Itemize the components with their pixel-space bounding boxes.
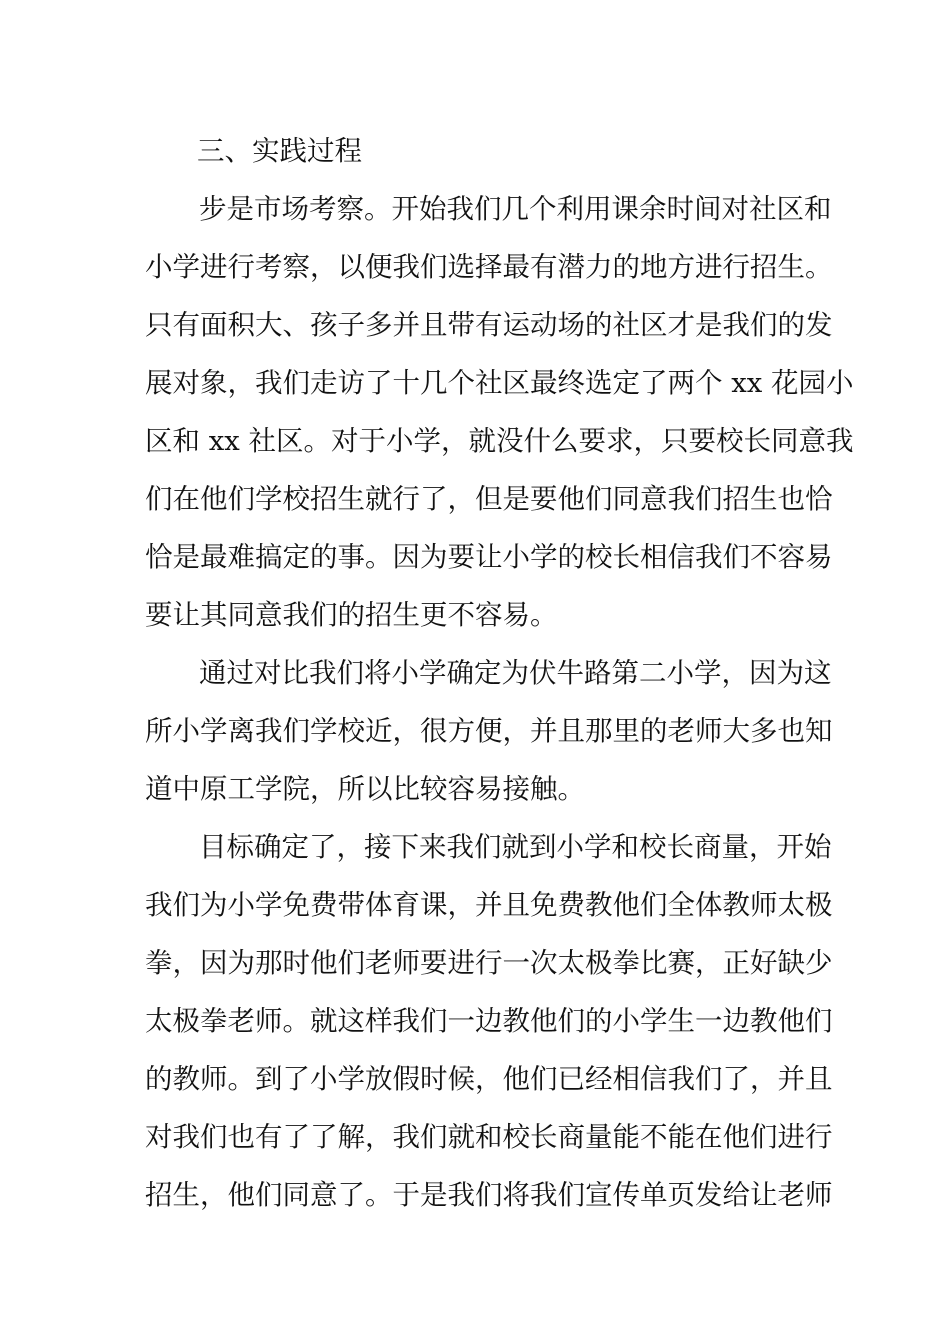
- section-heading: 三、实践过程: [197, 135, 362, 167]
- text-line: 目标确定了，接下来我们就到小学和校长商量，开始: [199, 831, 832, 863]
- text-line: 太极拳老师。就这样我们一边教他们的小学生一边教他们: [145, 1005, 833, 1037]
- text-line: 的教师。到了小学放假时候，他们已经相信我们了，并且: [145, 1063, 833, 1095]
- text-line: 展对象，我们走访了十几个社区最终选定了两个 xx 花园小: [145, 367, 854, 399]
- text-line: 通过对比我们将小学确定为伏牛路第二小学，因为这: [199, 657, 832, 689]
- text-line: 所小学离我们学校近，很方便，并且那里的老师大多也知: [145, 715, 833, 747]
- text-line: 恰是最难搞定的事。因为要让小学的校长相信我们不容易: [145, 541, 833, 573]
- text-line: 们在他们学校招生就行了，但是要他们同意我们招生也恰: [145, 483, 833, 515]
- text-line: 步是市场考察。开始我们几个利用课余时间对社区和: [199, 193, 832, 225]
- text-line: 拳，因为那时他们老师要进行一次太极拳比赛，正好缺少: [145, 947, 833, 979]
- text-line: 只有面积大、孩子多并且带有运动场的社区才是我们的发: [145, 309, 833, 341]
- text-line: 区和 xx 社区。对于小学，就没什么要求，只要校长同意我: [145, 425, 854, 457]
- text-line: 要让其同意我们的招生更不容易。: [145, 599, 558, 631]
- text-line: 道中原工学院，所以比较容易接触。: [145, 773, 585, 805]
- text-line: 我们为小学免费带体育课，并且免费教他们全体教师太极: [145, 889, 833, 921]
- text-line: 小学进行考察，以便我们选择最有潜力的地方进行招生。: [145, 251, 833, 283]
- text-line: 对我们也有了了解，我们就和校长商量能不能在他们进行: [145, 1121, 833, 1153]
- text-line: 招生，他们同意了。于是我们将我们宣传单页发给让老师: [145, 1179, 833, 1211]
